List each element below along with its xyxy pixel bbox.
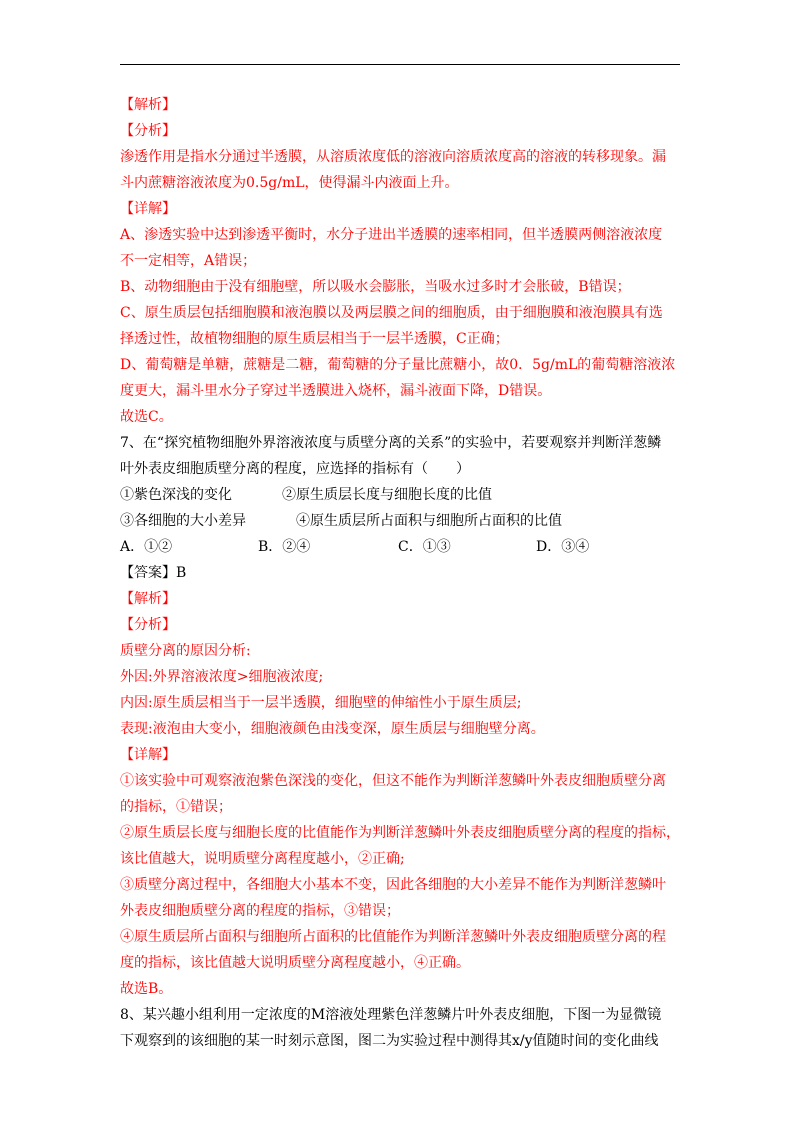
explanation-text: ①该实验中可观察液泡紫色深浅的变化，但这不能作为判断洋葱鳞叶外表皮细胞质壁分离 — [120, 773, 666, 789]
analysis-text: 内因:原生质层相当于一层半透膜，细胞壁的伸缩性小于原生质层; — [120, 695, 522, 711]
choice-c: C．①③ — [398, 539, 451, 555]
choice-b: B．②④ — [258, 539, 311, 555]
explanation-text: 的指标，①错误； — [120, 799, 232, 815]
explanation-text: 择透过性，故植物细胞的原生质层相当于一层半透膜，C正确； — [120, 331, 509, 347]
analysis-text: 外因:外界溶液浓度>细胞液浓度; — [120, 669, 324, 685]
section-heading-fenxi: 【分析】 — [120, 617, 176, 633]
section-heading-xiangjie: 【详解】 — [120, 747, 176, 763]
choice-d: D．③④ — [536, 539, 590, 555]
statement-2: ②原生质层长度与细胞长度的比值 — [282, 487, 492, 503]
conclusion-text: 故选C。 — [120, 409, 173, 425]
question-7-stem: 叶外表皮细胞质壁分离的程度，应选择的指标有（ ） — [120, 461, 470, 477]
explanation-text: ②原生质层长度与细胞长度的比值能作为判断洋葱鳞叶外表皮细胞质壁分离的程度的指标， — [120, 825, 680, 841]
statement-1: ①紫色深浅的变化 — [120, 487, 232, 503]
explanation-text: C、原生质层包括细胞膜和液泡膜以及两层膜之间的细胞质，由于细胞膜和液泡膜具有选 — [120, 305, 663, 321]
explanation-text: B、动物细胞由于没有细胞壁，所以吸水会膨胀，当吸水过多时才会胀破，B错误； — [120, 279, 631, 295]
explanation-text: 不一定相等，A错误； — [120, 253, 257, 269]
explanation-text: 外表皮细胞质壁分离的程度的指标，③错误； — [120, 903, 400, 919]
question-7-stem: 7、在“探究植物细胞外界溶液浓度与质壁分离的关系”的实验中，若要观察并判断洋葱鳞 — [120, 435, 662, 451]
section-heading-xiangjie: 【详解】 — [120, 201, 176, 217]
statement-3: ③各细胞的大小差异 — [120, 513, 246, 529]
section-heading-jiexi: 【解析】 — [120, 97, 176, 113]
conclusion-text: 故选B。 — [120, 981, 173, 997]
choice-a: A．①② — [120, 539, 173, 555]
question-8-stem: 下观察到的该细胞的某一时刻示意图，图二为实验过程中测得其x/y值随时间的变化曲线 — [120, 1033, 659, 1049]
explanation-text: ③质壁分离过程中，各细胞大小基本不变，因此各细胞的大小差异不能作为判断洋葱鳞叶 — [120, 877, 666, 893]
analysis-text: 表现:液泡由大变小，细胞液颜色由浅变深，原生质层与细胞壁分离。 — [120, 721, 545, 737]
statement-4: ④原生质层所占面积与细胞所占面积的比值 — [296, 513, 562, 529]
analysis-text: 质壁分离的原因分析: — [120, 643, 251, 659]
explanation-text: 度更大，漏斗里水分子穿过半透膜进入烧杯，漏斗液面下降，D错误。 — [120, 383, 552, 399]
explanation-text: 该比值越大，说明质壁分离程度越小，②正确; — [120, 851, 405, 867]
header-rule — [120, 64, 680, 65]
explanation-text: ④原生质层所占面积与细胞所占面积的比值能作为判断洋葱鳞叶外表皮细胞质壁分离的程 — [120, 929, 666, 945]
explanation-text: 度的指标，该比值越大说明质壁分离程度越小，④正确。 — [120, 955, 470, 971]
analysis-text: 渗透作用是指水分通过半透膜，从溶质浓度低的溶液向溶质浓度高的溶液的转移现象。漏 — [120, 149, 666, 165]
question-8-stem: 8、某兴趣小组利用一定浓度的M溶液处理紫色洋葱鳞片叶外表皮细胞，下图一为显微镜 — [120, 1007, 662, 1023]
explanation-text: D、葡萄糖是单糖，蔗糖是二糖，葡萄糖的分子量比蔗糖小，故0．5g/mL的葡萄糖溶液浓 — [120, 357, 676, 373]
answer-line: 【答案】B — [120, 565, 187, 581]
section-heading-fenxi: 【分析】 — [120, 123, 176, 139]
analysis-text: 斗内蔗糖溶液浓度为0.5g/mL，使得漏斗内液面上升。 — [120, 175, 459, 191]
section-heading-jiexi: 【解析】 — [120, 591, 176, 607]
explanation-text: A、渗透实验中达到渗透平衡时，水分子进出半透膜的速率相同，但半透膜两侧溶液浓度 — [120, 227, 663, 243]
